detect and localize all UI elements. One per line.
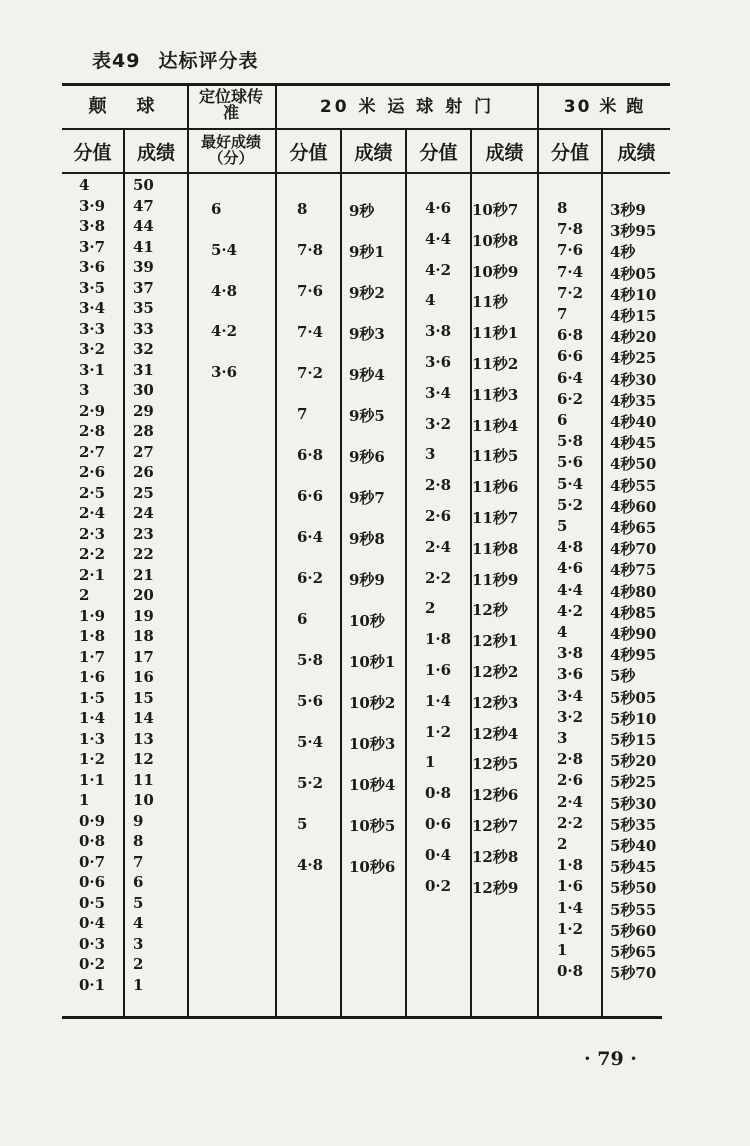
table-cell: 5秒30 — [610, 794, 657, 813]
table-cell: 5秒65 — [610, 943, 657, 961]
table-cell: 39 — [133, 258, 154, 276]
subheader-result: 成绩 — [354, 142, 393, 164]
table-cell: 3·8 — [79, 217, 106, 235]
subheader-score: 分值 — [73, 142, 112, 164]
table-cell: 9秒4 — [349, 366, 385, 384]
table-title — [92, 46, 258, 73]
header-divider — [62, 128, 670, 130]
table-cell: 7·2 — [297, 364, 324, 382]
table-cell: 3·2 — [79, 340, 106, 358]
table-cell: 5秒15 — [610, 731, 657, 749]
table-cell: 6·6 — [557, 347, 584, 366]
table-cell: 22 — [133, 545, 154, 563]
table-cell: 2·8 — [557, 750, 584, 769]
table-cell: 6·2 — [557, 389, 584, 408]
table-cell: 13 — [133, 729, 154, 748]
table-cell: 4·2 — [425, 260, 452, 279]
table-cell: 31 — [133, 360, 154, 379]
table-cell: 1·9 — [79, 606, 106, 625]
subheader-best: 最好成绩（分） — [200, 133, 261, 167]
table-cell: 10 — [133, 791, 154, 809]
table-cell: 0·7 — [79, 852, 106, 871]
table-cell: 3·9 — [79, 196, 106, 215]
table-cell: 6 — [211, 200, 222, 218]
table-cell: 2·7 — [79, 442, 106, 461]
table-cell: 11秒7 — [472, 509, 519, 527]
column-divider — [601, 128, 603, 1016]
table-cell: 6 — [297, 610, 308, 628]
table-cell: 7 — [557, 305, 568, 323]
table-cell: 9秒5 — [349, 407, 385, 425]
table-cell: 0·9 — [79, 811, 106, 830]
subheader-result: 成绩 — [617, 142, 656, 164]
table-cell: 3·4 — [557, 686, 584, 705]
table-cell: 3秒9 — [610, 201, 646, 219]
table-cell: 11秒9 — [472, 570, 519, 589]
table-cell: 2·4 — [557, 792, 584, 811]
table-cell: 28 — [133, 422, 154, 440]
bottom-rule — [62, 1016, 662, 1019]
table-cell: 10秒2 — [349, 694, 396, 712]
table-cell: 7·4 — [557, 262, 584, 281]
table-cell: 0·5 — [79, 893, 106, 912]
table-cell: 3·6 — [557, 665, 584, 684]
table-cell: 5·4 — [557, 474, 584, 493]
column-divider — [187, 84, 189, 1016]
table-cell: 3 — [79, 381, 90, 399]
table-cell: 35 — [133, 299, 154, 317]
table-cell: 12秒7 — [472, 817, 519, 835]
table-cell: 1·4 — [557, 898, 584, 917]
table-cell: 4秒05 — [610, 264, 657, 283]
table-cell: 6 — [133, 873, 144, 891]
table-cell: 11秒1 — [472, 324, 519, 343]
table-cell: 2·4 — [425, 537, 452, 556]
table-name: 达标评分表 — [158, 50, 259, 72]
table-cell: 30 — [133, 381, 154, 399]
table-cell: 4·6 — [557, 559, 584, 578]
table-cell: 1 — [557, 941, 568, 959]
column-divider — [275, 84, 277, 1016]
table-cell: 5 — [133, 893, 144, 912]
table-cell: 25 — [133, 483, 154, 502]
table-cell: 4秒20 — [610, 328, 657, 347]
table-cell: 37 — [133, 278, 154, 297]
table-cell: 50 — [133, 176, 154, 194]
table-cell: 6·8 — [297, 446, 324, 464]
table-cell: 3·3 — [79, 319, 106, 338]
table-cell: 1·6 — [425, 661, 452, 679]
table-cell: 15 — [133, 688, 154, 707]
table-cell: 6·4 — [557, 368, 584, 387]
table-cell: 0·6 — [79, 873, 106, 891]
subheader-divider — [62, 172, 670, 174]
table-cell: 5·6 — [297, 692, 324, 710]
table-cell: 1·8 — [425, 630, 452, 649]
table-cell: 3 — [425, 445, 436, 464]
table-cell: 32 — [133, 340, 154, 358]
table-cell: 2·5 — [79, 483, 106, 502]
table-cell: 6·2 — [297, 569, 324, 587]
table-cell: 11秒 — [472, 293, 508, 312]
table-cell: 3·5 — [79, 278, 106, 297]
table-cell: 12秒5 — [472, 755, 519, 774]
table-cell: 12秒 — [472, 601, 508, 620]
table-cell: 4秒45 — [610, 434, 657, 453]
column-divider — [405, 128, 407, 1016]
table-cell: 17 — [133, 647, 154, 666]
table-cell: 19 — [133, 606, 154, 625]
table-cell: 10秒8 — [472, 231, 519, 250]
table-cell: 3·8 — [557, 644, 584, 663]
table-cell: 4秒35 — [610, 391, 657, 410]
table-cell: 0·1 — [79, 975, 106, 994]
table-cell: 1·2 — [557, 919, 584, 938]
table-cell: 7·8 — [557, 220, 584, 239]
table-cell: 0·3 — [79, 934, 106, 953]
table-cell: 5·8 — [557, 432, 584, 451]
table-cell: 0·4 — [79, 914, 106, 932]
table-cell: 8 — [133, 832, 144, 850]
table-cell: 1·6 — [79, 668, 106, 686]
table-cell: 3秒95 — [610, 222, 657, 241]
table-cell: 10秒9 — [472, 262, 519, 281]
table-cell: 12秒8 — [472, 847, 519, 866]
subheader-score: 分值 — [550, 142, 589, 164]
table-cell: 1·1 — [79, 770, 106, 789]
table-cell: 2·8 — [79, 422, 106, 440]
table-cell: 4秒50 — [610, 455, 657, 474]
table-cell: 4·8 — [557, 538, 584, 557]
table-cell: 2·6 — [425, 507, 452, 525]
table-cell: 4·8 — [297, 856, 324, 874]
table-cell: 4秒70 — [610, 540, 657, 559]
table-cell: 14 — [133, 709, 154, 727]
table-cell: 9秒9 — [349, 571, 385, 589]
table-cell: 4秒90 — [610, 625, 657, 643]
table-cell: 7 — [297, 405, 308, 423]
table-cell: 12秒3 — [472, 693, 519, 712]
table-cell: 26 — [133, 463, 154, 481]
table-cell: 10秒5 — [349, 817, 396, 835]
table-cell: 10秒4 — [349, 776, 396, 794]
table-cell: 3·6 — [425, 353, 452, 371]
table-cell: 2·2 — [425, 568, 452, 587]
table-cell: 3·7 — [79, 237, 106, 256]
table-cell: 3·4 — [79, 299, 106, 317]
table-cell: 0·2 — [79, 955, 106, 973]
table-cell: 11 — [133, 770, 154, 789]
table-cell: 5 — [557, 517, 568, 535]
table-cell: 3·2 — [425, 414, 452, 433]
table-cell: 5·8 — [297, 651, 324, 669]
table-cell: 27 — [133, 442, 154, 461]
table-cell: 5秒45 — [610, 858, 657, 877]
table-cell: 29 — [133, 401, 154, 420]
table-cell: 7·6 — [297, 282, 324, 300]
column-divider — [537, 84, 539, 1016]
table-cell: 5秒70 — [610, 964, 657, 983]
table-cell: 8 — [557, 199, 568, 217]
table-cell: 6 — [557, 411, 568, 429]
table-cell: 4·4 — [557, 580, 584, 599]
subheader-result: 成绩 — [136, 142, 175, 164]
table-cell: 0·4 — [425, 845, 452, 864]
table-cell: 4秒 — [610, 243, 636, 262]
table-cell: 4·2 — [557, 601, 584, 620]
table-cell: 5秒35 — [610, 815, 657, 834]
table-cell: 2·4 — [79, 504, 106, 522]
table-cell: 7·6 — [557, 241, 584, 260]
table-cell: 24 — [133, 504, 154, 522]
table-cell: 12秒9 — [472, 878, 519, 897]
table-cell: 3·1 — [79, 360, 106, 379]
table-cell: 9秒8 — [349, 530, 385, 548]
table-cell: 4 — [425, 291, 436, 310]
table-cell: 10秒3 — [349, 735, 396, 753]
column-divider — [123, 128, 125, 1016]
table-cell: 1·3 — [79, 729, 106, 748]
table-cell: 4·2 — [211, 322, 238, 341]
table-cell: 7·4 — [297, 323, 324, 341]
table-cell: 3 — [133, 934, 144, 953]
table-cell: 5·6 — [557, 453, 584, 472]
table-cell: 4秒30 — [610, 370, 657, 389]
table-cell: 5秒50 — [610, 879, 657, 898]
table-cell: 11秒2 — [472, 355, 519, 373]
table-cell: 12 — [133, 750, 154, 768]
table-cell: 12秒4 — [472, 724, 519, 743]
table-cell: 10秒7 — [472, 201, 519, 219]
table-cell: 2·6 — [557, 771, 584, 790]
table-cell: 5秒40 — [610, 837, 657, 855]
table-cell: 7 — [133, 852, 144, 871]
table-cell: 21 — [133, 565, 154, 584]
table-cell: 5·4 — [297, 733, 324, 751]
group-dribble-header: 20 米 运 球 射 门 — [319, 97, 495, 117]
table-cell: 23 — [133, 524, 154, 543]
table-cell: 5 — [297, 815, 308, 833]
column-divider — [340, 128, 342, 1016]
subheader-result: 成绩 — [485, 142, 524, 164]
table-cell: 2·8 — [425, 476, 452, 495]
table-cell: 4·8 — [211, 281, 238, 300]
table-cell: 4秒85 — [610, 603, 657, 622]
table-cell: 5秒20 — [610, 752, 657, 771]
table-cell: 33 — [133, 319, 154, 338]
table-cell: 2·9 — [79, 401, 106, 420]
table-cell: 4秒25 — [610, 349, 657, 368]
table-cell: 5·2 — [557, 495, 584, 514]
table-cell: 2 — [79, 586, 90, 604]
table-cell: 5秒10 — [610, 709, 657, 728]
group-passing-header: 定位球传准 — [198, 87, 263, 122]
table-cell: 1·2 — [425, 722, 452, 741]
table-cell: 5秒05 — [610, 688, 657, 707]
table-cell: 16 — [133, 668, 154, 686]
table-cell: 8 — [297, 200, 308, 218]
table-cell: 5秒 — [610, 667, 636, 686]
table-cell: 10秒 — [349, 612, 385, 630]
table-cell: 4秒55 — [610, 476, 657, 495]
table-cell: 4秒60 — [610, 497, 657, 516]
table-cell: 7·2 — [557, 283, 584, 302]
table-cell: 4秒65 — [610, 519, 657, 537]
table-cell: 9秒2 — [349, 284, 385, 302]
table-cell: 1·8 — [557, 856, 584, 875]
table-cell: 1·4 — [425, 691, 452, 710]
table-cell: 9秒7 — [349, 489, 385, 507]
table-number: 表49 — [92, 50, 141, 72]
table-cell: 1 — [133, 975, 144, 994]
table-cell: 44 — [133, 217, 154, 235]
table-cell: 2·2 — [557, 813, 584, 832]
table-cell: 9秒1 — [349, 243, 385, 261]
table-cell: 2·1 — [79, 565, 106, 584]
table-cell: 3·6 — [79, 258, 106, 276]
table-cell: 7·8 — [297, 241, 324, 259]
table-cell: 41 — [133, 237, 154, 256]
table-cell: 1 — [79, 791, 90, 809]
table-cell: 4秒15 — [610, 307, 657, 325]
table-cell: 20 — [133, 586, 154, 604]
table-cell: 1·4 — [79, 709, 106, 727]
table-cell: 10秒6 — [349, 858, 396, 876]
table-cell: 11秒5 — [472, 447, 519, 466]
table-cell: 9 — [133, 811, 144, 830]
table-cell: 9秒 — [349, 202, 375, 220]
table-cell: 5秒55 — [610, 900, 657, 919]
table-cell: 1·6 — [557, 877, 584, 896]
table-cell: 0·8 — [425, 784, 452, 803]
table-cell: 4秒75 — [610, 561, 657, 580]
table-cell: 4·4 — [425, 229, 452, 248]
table-cell: 9秒6 — [349, 448, 385, 466]
table-cell: 18 — [133, 627, 154, 645]
table-cell: 47 — [133, 196, 154, 215]
table-cell: 12秒2 — [472, 663, 519, 681]
subheader-score: 分值 — [419, 142, 458, 164]
table-cell: 3·2 — [557, 707, 584, 726]
table-cell: 3·6 — [211, 363, 238, 382]
table-cell: 2 — [557, 835, 568, 853]
table-cell: 5秒25 — [610, 773, 657, 792]
table-cell: 11秒6 — [472, 478, 519, 497]
table-cell: 0·6 — [425, 815, 452, 833]
table-cell: 12秒1 — [472, 632, 519, 651]
table-cell: 11秒8 — [472, 539, 519, 558]
table-cell: 9秒3 — [349, 325, 385, 343]
subheader-score: 分值 — [289, 142, 328, 164]
table-cell: 4 — [133, 914, 144, 932]
table-cell: 0·8 — [557, 962, 584, 981]
table-cell: 6·6 — [297, 487, 324, 505]
table-cell: 4秒95 — [610, 646, 657, 665]
table-cell: 12秒6 — [472, 786, 519, 805]
table-cell: 6·4 — [297, 528, 324, 546]
table-cell: 2·2 — [79, 545, 106, 563]
group-heading-header: 颠 球 — [88, 96, 161, 117]
table-cell: 2·6 — [79, 463, 106, 481]
table-cell: 2·3 — [79, 524, 106, 543]
table-cell: 4 — [557, 623, 568, 641]
table-cell: 11秒3 — [472, 385, 519, 404]
table-cell: 4·6 — [425, 199, 452, 217]
top-rule — [62, 83, 670, 86]
table-cell: 3·8 — [425, 322, 452, 341]
table-cell: 4秒10 — [610, 285, 657, 304]
table-cell: 4秒80 — [610, 582, 657, 601]
page-number: · 79 · — [584, 1048, 637, 1070]
table-cell: 1·5 — [79, 688, 106, 707]
table-cell: 6·8 — [557, 326, 584, 345]
table-cell: 4秒40 — [610, 413, 657, 431]
table-cell: 10秒1 — [349, 653, 396, 671]
table-cell: 1·7 — [79, 647, 106, 666]
group-run-header: 30 米 跑 — [563, 97, 646, 117]
table-cell: 5秒60 — [610, 921, 657, 940]
table-cell: 1 — [425, 753, 436, 772]
table-cell: 3 — [557, 729, 568, 747]
table-cell: 4 — [79, 176, 90, 194]
table-cell: 3·4 — [425, 383, 452, 402]
table-cell: 1·2 — [79, 750, 106, 768]
table-cell: 2 — [133, 955, 144, 973]
table-cell: 11秒4 — [472, 416, 519, 435]
table-cell: 5·2 — [297, 774, 324, 792]
table-cell: 1·8 — [79, 627, 106, 645]
table-cell: 0·2 — [425, 876, 452, 895]
table-cell: 2 — [425, 599, 436, 618]
table-cell: 5·4 — [211, 240, 238, 259]
table-cell: 0·8 — [79, 832, 106, 850]
